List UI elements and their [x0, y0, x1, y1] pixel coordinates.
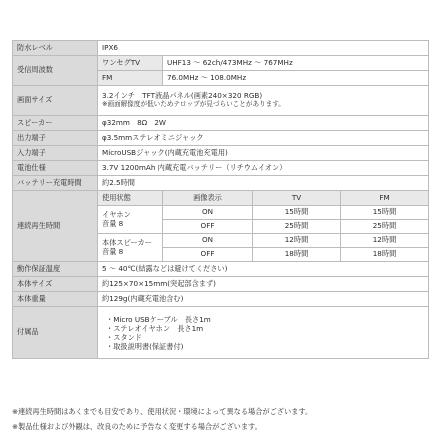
playback-fm-hours: 12時間 [341, 234, 429, 248]
speaker-value: φ32mm 8Ω 2W [98, 116, 429, 131]
list-item: ・ステレオイヤホン 長さ1m [106, 323, 204, 333]
charge-time-value: 約2.5時間 [98, 176, 429, 191]
screen-note: ※画面解像度が低いためテロップが見づらいことがあります。 [102, 99, 285, 108]
screen-value: 3.2インチ TFT液晶パネル(画素240×320 RGB) [102, 91, 263, 101]
output-label: 出力端子 [13, 131, 98, 146]
row-accessories [13, 307, 429, 359]
row-screen [13, 86, 429, 116]
playback-display: ON [163, 234, 253, 248]
playback-tv-hours: 12時間 [253, 234, 341, 248]
row-temperature [13, 262, 429, 277]
input-value: MicroUSBジャック(内蔵充電池充電用) [98, 146, 429, 161]
playback-tv-hours: 15時間 [253, 206, 341, 220]
footnotes [12, 404, 428, 434]
list-item: ・Micro USBケーブル 長さ1m [106, 314, 211, 324]
row-output [13, 131, 429, 146]
row-weight [13, 292, 429, 307]
waterproof-label: 防水レベル [13, 41, 98, 56]
playback-speaker-volume: 音量 8 [102, 246, 124, 256]
row-speaker [13, 116, 429, 131]
playback-col-tv: TV [253, 191, 341, 206]
row-waterproof [13, 41, 429, 56]
waterproof-value: IPX6 [98, 41, 429, 56]
reception-label: 受信周波数 [13, 56, 98, 86]
size-value: 約125×70×15mm(突起部含まず) [98, 277, 429, 292]
playback-display: OFF [163, 220, 253, 234]
playback-col-fm: FM [341, 191, 429, 206]
playback-tv-hours: 18時間 [253, 248, 341, 262]
list-item: ・取扱説明書(保証書付) [106, 341, 184, 351]
accessories-label: 付属品 [13, 307, 98, 359]
reception-tv-label: ワンセグTV [98, 56, 163, 71]
row-reception-tv [13, 56, 429, 71]
row-battery [13, 161, 429, 176]
row-input [13, 146, 429, 161]
playback-earphone-label: イヤホン [102, 209, 131, 219]
playback-fm-hours: 25時間 [341, 220, 429, 234]
playback-earphone-cell [98, 206, 163, 234]
screen-value-cell [98, 86, 429, 116]
weight-label: 本体重量 [13, 292, 98, 307]
battery-value: 3.7V 1200mAh 内蔵充電バッテリー（リチウムイオン） [98, 161, 429, 176]
playback-label: 連続再生時間 [13, 191, 98, 262]
speaker-label: スピーカー [13, 116, 98, 131]
playback-display: OFF [163, 248, 253, 262]
row-playback-header [13, 191, 429, 206]
charge-time-label: バッテリー充電時間 [13, 176, 98, 191]
temperature-value: 5 ～ 40℃(結露などは避けてください) [98, 262, 429, 277]
playback-speaker-label: 本体スピーカー [102, 237, 152, 247]
footnote: ※連続再生時間はあくまでも目安であり、使用状況・環境によって異なる場合がございます。 [12, 407, 313, 416]
input-label: 入力端子 [13, 146, 98, 161]
battery-label: 電池仕様 [13, 161, 98, 176]
list-item: ・スタンド [106, 332, 142, 342]
playback-tv-hours: 25時間 [253, 220, 341, 234]
accessories-list [98, 307, 429, 359]
spec-table [12, 40, 429, 359]
reception-tv-value: UHF13 ～ 62ch/473MHz ～ 767MHz [163, 56, 429, 71]
footnote: ※製品仕様および外観は、改良のために予告なく変更する場合がございます。 [12, 422, 262, 431]
output-value: φ3.5mmステレオミニジャック [98, 131, 429, 146]
playback-earphone-volume: 音量 8 [102, 218, 124, 228]
playback-fm-hours: 18時間 [341, 248, 429, 262]
reception-fm-value: 76.0MHz ～ 108.0MHz [163, 71, 429, 86]
playback-display: ON [163, 206, 253, 220]
screen-label: 画面サイズ [13, 86, 98, 116]
row-charge-time [13, 176, 429, 191]
playback-speaker-cell [98, 234, 163, 262]
playback-fm-hours: 15時間 [341, 206, 429, 220]
size-label: 本体サイズ [13, 277, 98, 292]
weight-value: 約129g(内蔵充電池含む) [98, 292, 429, 307]
row-size [13, 277, 429, 292]
playback-col-state: 使用状態 [98, 191, 163, 206]
temperature-label: 動作保証温度 [13, 262, 98, 277]
playback-col-display: 画像表示 [163, 191, 253, 206]
reception-fm-label: FM [98, 71, 163, 86]
